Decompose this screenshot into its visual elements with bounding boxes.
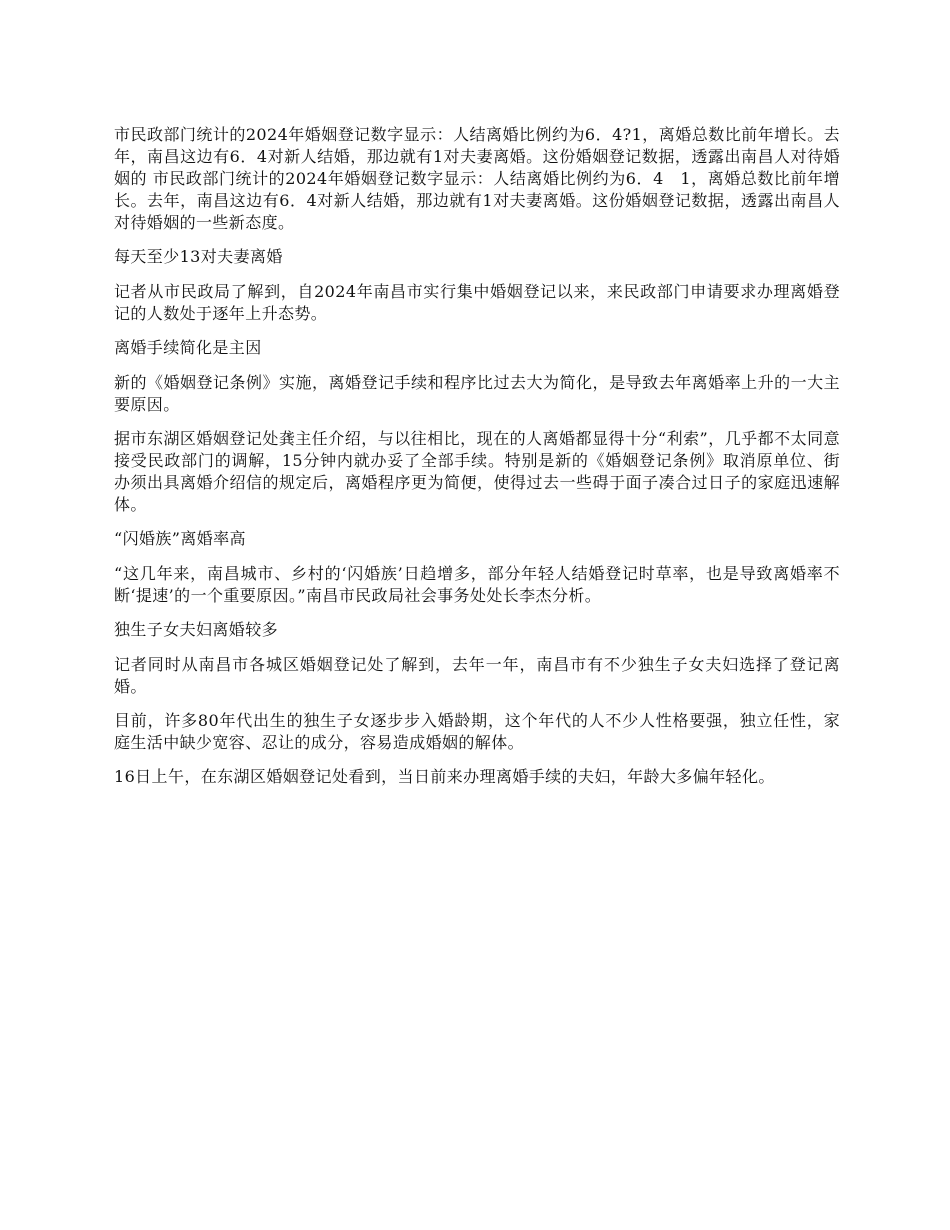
paragraph-donghu-registry: 据市东湖区婚姻登记处龚主任介绍，与以往相比，现在的人离婚都显得十分“利索”，几乎都不太同意接受民政部门的调解，15分钟内就办妥了全部手续。特别是新的《婚姻登记条例》取消原单位、街办须出具离婚介绍信的规定后，离婚程序更为简便，使得过去一些碍于面子凑合过日子的家庭迅速解体。 (114, 429, 840, 514)
paragraph-only-children-registry: 记者同时从南昌市各城区婚姻登记处了解到，去年一年，南昌市有不少独生子女夫妇选择了登记离婚。 (114, 655, 840, 696)
section-heading-daily-divorces: 每天至少13对夫妻离婚 (114, 247, 283, 266)
paragraph-new-regulation: 新的《婚姻登记条例》实施，离婚登记手续和程序比过去大为简化，是导致去年离婚率上升的一大主要原因。 (114, 373, 840, 414)
section-heading-only-children: 独生子女夫妇离婚较多 (114, 620, 279, 639)
article-body (114, 124, 840, 800)
paragraph-16th-observation: 16日上午，在东湖区婚姻登记处看到，当日前来办理离婚手续的夫妇，年龄大多偏年轻化。 (114, 767, 775, 786)
paragraph-80s-generation: 目前，许多80年代出生的独生子女逐步步入婚龄期，这个年代的人不少人性格要强，独立任性，家庭生活中缺少宽容、忍让的成分，容易造成婚姻的解体。 (114, 711, 840, 752)
intro-paragraph: 市民政部门统计的2024年婚姻登记数字显示：人结离婚比例约为6．4?1，离婚总数比前年增长。去年，南昌这边有6．4对新人结婚，那边就有1对夫妻离婚。这份婚姻登记数据，透露出南昌人对待婚姻的 市民政部门统计的2024年婚姻登记数字显示：人结离婚比例约为6．4 1，离婚总数比前年增长。去年，南昌这边有6．4对新人结婚，那边就有1对夫妻离婚。这份婚姻登记数据，透露出南昌人对待婚姻的一些新态度。 (114, 125, 840, 232)
section-heading-simplified-procedure: 离婚手续简化是主因 (114, 338, 262, 357)
section-heading-flash-marriage: “闪婚族”离婚率高 (114, 529, 246, 548)
paragraph-rising-trend: 记者从市民政局了解到，自2024年南昌市实行集中婚姻登记以来，来民政部门申请要求办理离婚登记的人数处于逐年上升态势。 (114, 282, 840, 323)
paragraph-flash-marriage-analysis: “这几年来，南昌城市、乡村的‘闪婚族’日趋增多，部分年轻人结婚登记时草率，也是导致离婚率不断‘提速’的一个重要原因。”南昌市民政局社会事务处处长李杰分析。 (114, 564, 840, 605)
